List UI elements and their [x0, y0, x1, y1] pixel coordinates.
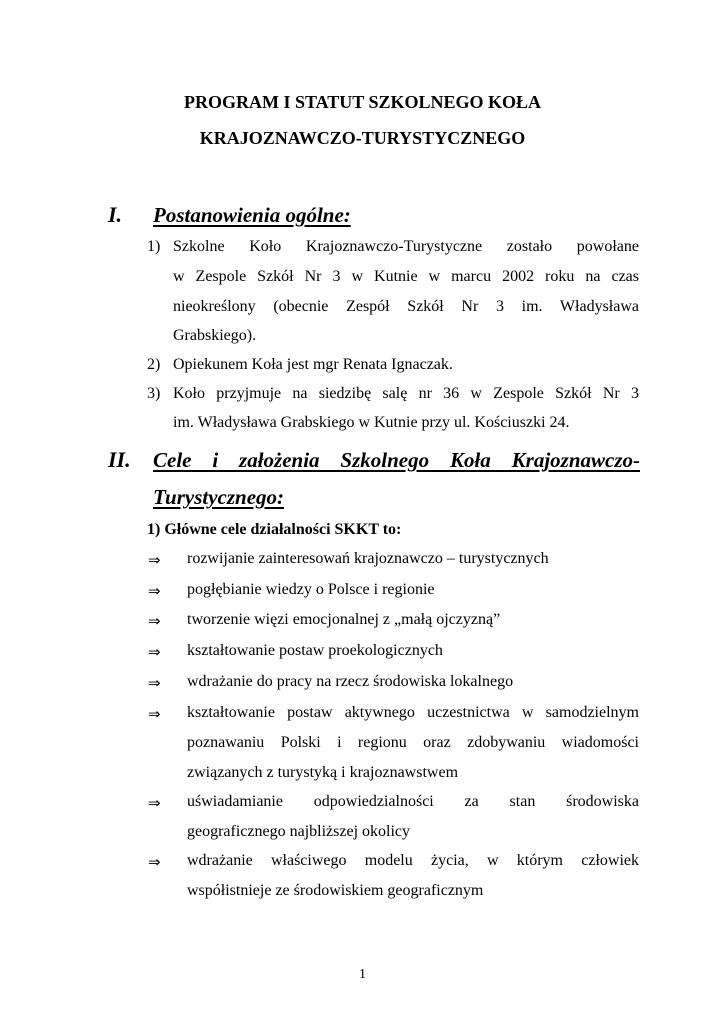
double-arrow-right-icon: ⇒: [148, 612, 161, 630]
bullet-line: tworzenie więzi emocjonalnej z „małą ojczyzną”: [187, 611, 501, 628]
bullet-line: geograficznego najbliższej okolicy: [187, 823, 411, 840]
paragraph-line: Szkolne Koło Krajoznawczo-Turystyczne zostało powołane: [173, 238, 639, 255]
section-1-number: I.: [108, 202, 123, 227]
double-arrow-right-icon: ⇒: [148, 853, 161, 871]
bullet-line: pogłębianie wiedzy o Polsce i regionie: [187, 581, 435, 598]
double-arrow-right-icon: ⇒: [148, 582, 161, 600]
double-arrow-right-icon: ⇒: [148, 705, 161, 723]
double-arrow-right-icon: ⇒: [148, 551, 161, 569]
double-arrow-right-icon: ⇒: [148, 674, 161, 692]
bullet-line: wdrażanie właściwego modelu życia, w którym człowiek: [187, 852, 639, 869]
bullet-line: rozwijanie zainteresowań krajoznawczo – turystycznych: [187, 550, 549, 567]
paragraph-line: Opiekunem Koła jest mgr Renata Ignaczak.: [173, 356, 453, 373]
page-number: 1: [359, 967, 366, 982]
bullet-line: kształtowanie postaw proekologicznych: [187, 642, 443, 659]
paragraph-line: im. Władysława Grabskiego w Kutnie przy ul. Kościuszki 24.: [173, 414, 570, 431]
section-2-number: II.: [108, 447, 131, 472]
document-title-line-1: PROGRAM I STATUT SZKOLNEGO KOŁA: [183, 92, 542, 112]
bullet-line: poznawaniu Polski i regionu oraz zdobywaniu wiadomości: [187, 734, 639, 751]
paragraph-line: Grabskiego).: [173, 327, 257, 344]
paragraph-line: Koło przyjmuje na siedzibę salę nr 36 w Zespole Szkół Nr 3: [173, 385, 639, 402]
section-1-title: Postanowienia ogólne:: [153, 203, 351, 227]
document-title-line-2: KRAJOZNAWCZO-TURYSTYCZNEGO: [199, 128, 526, 148]
paragraph-line: w Zespole Szkół Nr 3 w Kutnie w marcu 2002 roku na czas: [173, 268, 639, 285]
bullet-line: współistnieje ze środowiskiem geograficznym: [187, 882, 484, 899]
section-2-title-line-2: Turystycznego:: [153, 485, 285, 509]
bullet-line: kształtowanie postaw aktywnego uczestnictwa w samodzielnym: [187, 704, 639, 721]
list-item-number: 3): [147, 385, 161, 402]
double-arrow-right-icon: ⇒: [148, 794, 161, 812]
bullet-line: związanych z turystyką i krajoznawstwem: [187, 764, 459, 781]
paragraph-line: nieokreślony (obecnie Zespół Szkół Nr 3 im. Władysława: [173, 298, 639, 315]
section-2-title-line-1: Cele i założenia Szkolnego Koła Krajoznawczo-: [153, 448, 640, 472]
double-arrow-right-icon: ⇒: [148, 643, 161, 661]
bullet-line: uświadamianie odpowiedzialności za stan środowiska: [187, 793, 639, 810]
bullet-line: wdrażanie do pracy na rzecz środowiska lokalnego: [187, 673, 514, 690]
list-item-number: 2): [147, 356, 161, 373]
goals-subheading: 1) Główne cele działalności SKKT to:: [147, 521, 402, 538]
list-item-number: 1): [147, 238, 161, 255]
